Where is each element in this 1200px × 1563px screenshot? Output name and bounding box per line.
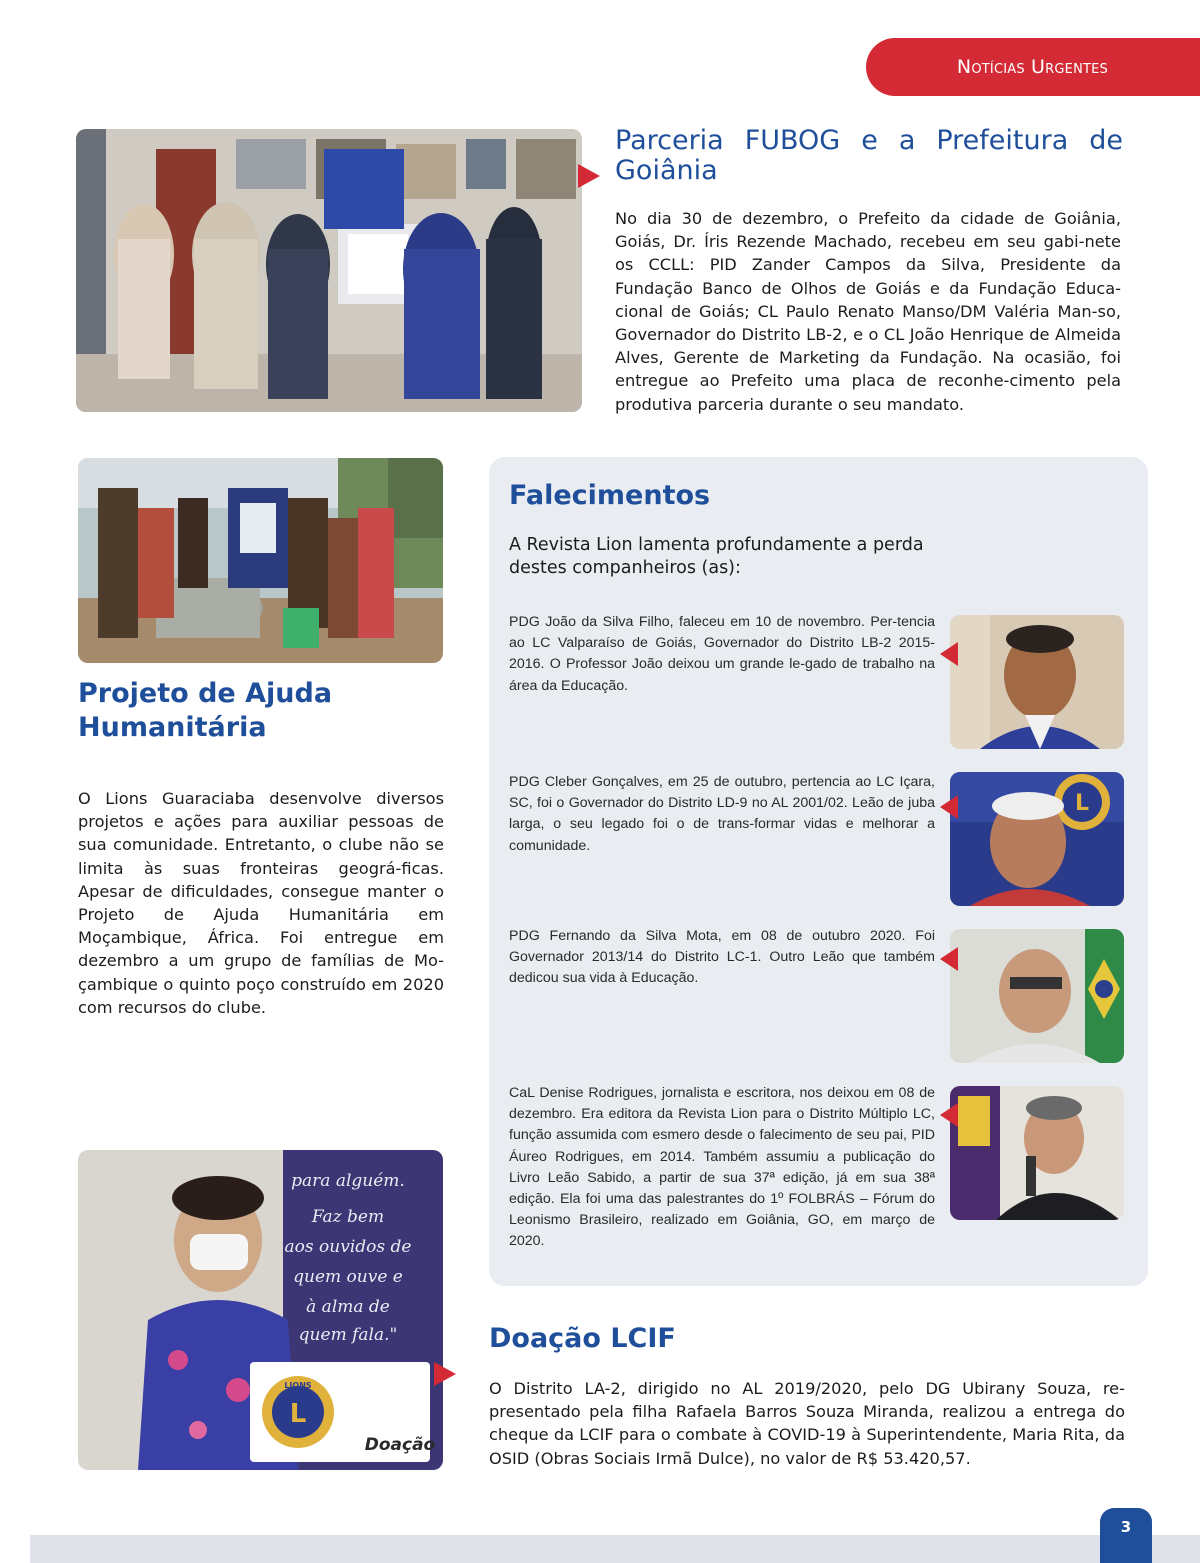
doacao-body: O Distrito LA-2, dirigido no AL 2019/2020, pelo DG Ubirany Souza, re-presentado pela filha Rafaela Barros Souza Miranda, realizou a entrega do cheque da LCIF para o combate à COVID-19 à Superintendente, Maria Rita, da OSID (Obras Sociais Irmã Dulce), no valor de R$ 53.420,57. (489, 1379, 1125, 1468)
wall-quote-line-4: quem ouve e (293, 1267, 403, 1287)
parceria-photo (76, 129, 582, 412)
section-header-tab (866, 38, 1200, 96)
obituary-text-2: PDG Cleber Gonçalves, em 25 de outubro, pertencia ao LC Içara, SC, foi o Governador do Distrito LD-9 no AL 2001/02. Leão de juba larga, o seu legado foi o de trans-formar vidas e melhorar a comunidade. (509, 774, 935, 854)
wall-quote-line-5: à alma de (306, 1297, 390, 1317)
wall-quote-line-2: Faz bem (311, 1207, 385, 1227)
doacao-title: Doação LCIF (489, 1323, 676, 1354)
parceria-pointer-icon (578, 164, 600, 188)
obituary-photo-2 (950, 772, 1124, 906)
obituary-photo-4 (950, 1086, 1124, 1220)
obituary-pointer-icon-4 (940, 1103, 958, 1127)
obituary-pointer-icon-1 (940, 642, 958, 666)
wall-quote-line-6: quem fala." (298, 1325, 398, 1345)
projeto-title-line2: Humanitária (78, 712, 267, 743)
obituary-text-3: PDG Fernando da Silva Mota, em 08 de outubro 2020. Foi Governador 2013/14 do Distrito LC-1. Outro Leão que também dedicou sua vida à Educação. (509, 928, 935, 987)
obituary-photo-3 (950, 929, 1124, 1063)
parceria-title-line1: Parceria FUBOG e a Prefeitura de (615, 125, 1123, 156)
parceria-title (615, 126, 1123, 186)
lions-emblem-letter: L (1074, 791, 1090, 816)
sign-logo-text: LIONS (284, 1381, 312, 1390)
wall-quote-line-3: aos ouvidos de (284, 1237, 412, 1257)
projeto-title (78, 677, 448, 745)
doacao-photo (78, 1150, 443, 1470)
obituary-text-4: CaL Denise Rodrigues, jornalista e escritora, nos deixou em 08 de dezembro. Era editora da Revista Lion para o Distrito Múltiplo LC, função assumida com esmero desde o falecimento de seu pai, PID Áureo Rodrigues, em 2014. Também assumiu a publicação do Livro Leão Sabido, a partir de sua 37ª edição, já em sua 38ª edição. Ela foi uma das palestrantes do 1º FOLBRÁS – Fórum do Leonismo Brasileiro, realizado em Goiânia, GO, em março de 2020. (509, 1085, 935, 1250)
projeto-photo (78, 458, 443, 663)
obituary-photo-1 (950, 615, 1124, 749)
sign-text: Doação (364, 1435, 436, 1455)
projeto-body: O Lions Guaraciaba desenvolve diversos projetos e ações para auxiliar pessoas de sua comunidade. Entretanto, o clube não se limita às suas fronteiras geográ-ficas. Apesar de dificuldades, consegue manter o Projeto de Ajuda Humanitária em Moçambique, África. Foi entregue em dezembro a um grupo de famílias de Mo-çambique o quinto poço construído em 2020 com recursos do clube. (78, 789, 444, 1017)
footer-bar (30, 1535, 1200, 1563)
doacao-pointer-icon (434, 1362, 456, 1386)
falecimentos-intro: A Revista Lion lamenta profundamente a perda destes companheiros (as): (509, 535, 924, 578)
projeto-title-line1: Projeto de Ajuda (78, 678, 333, 709)
page-number-tab (1100, 1508, 1152, 1563)
falecimentos-title: Falecimentos (509, 480, 711, 511)
svg-text:L: L (289, 1399, 307, 1429)
obituary-text-1: PDG João da Silva Filho, faleceu em 10 de novembro. Per-tencia ao LC Valparaíso de Goiás, Governador do Distrito LB-2 2015-2016. O Professor João deixou um grande le-gado de trabalho na área da Educação. (509, 614, 935, 694)
wall-quote-line-1: para alguém. (291, 1171, 405, 1191)
obituary-pointer-icon-3 (940, 947, 958, 971)
parceria-body: No dia 30 de dezembro, o Prefeito da cidade de Goiânia, Goiás, Dr. Íris Rezende Machado, recebeu em seu gabi-nete os CCLL: PID Zander Campos da Silva, Presidente da Fundação Banco de Olhos de Goiás e da Fundação Educa-cional de Goiás; CL Paulo Renato Manso/DM Valéria Man-so, Governador do Distrito LB-2, e o CL João Henrique de Almeida Alves, Gerente de Marketing da Fundação. Na ocasião, foi entregue ao Prefeito uma placa de reconhe-cimento pela produtiva parceria durante o seu mandato. (615, 209, 1121, 414)
page-number: 3 (1120, 1518, 1132, 1536)
section-label: Notícias Urgentes (956, 56, 1108, 78)
obituary-pointer-icon-2 (940, 795, 958, 819)
parceria-title-line2: Goiânia (615, 155, 718, 186)
